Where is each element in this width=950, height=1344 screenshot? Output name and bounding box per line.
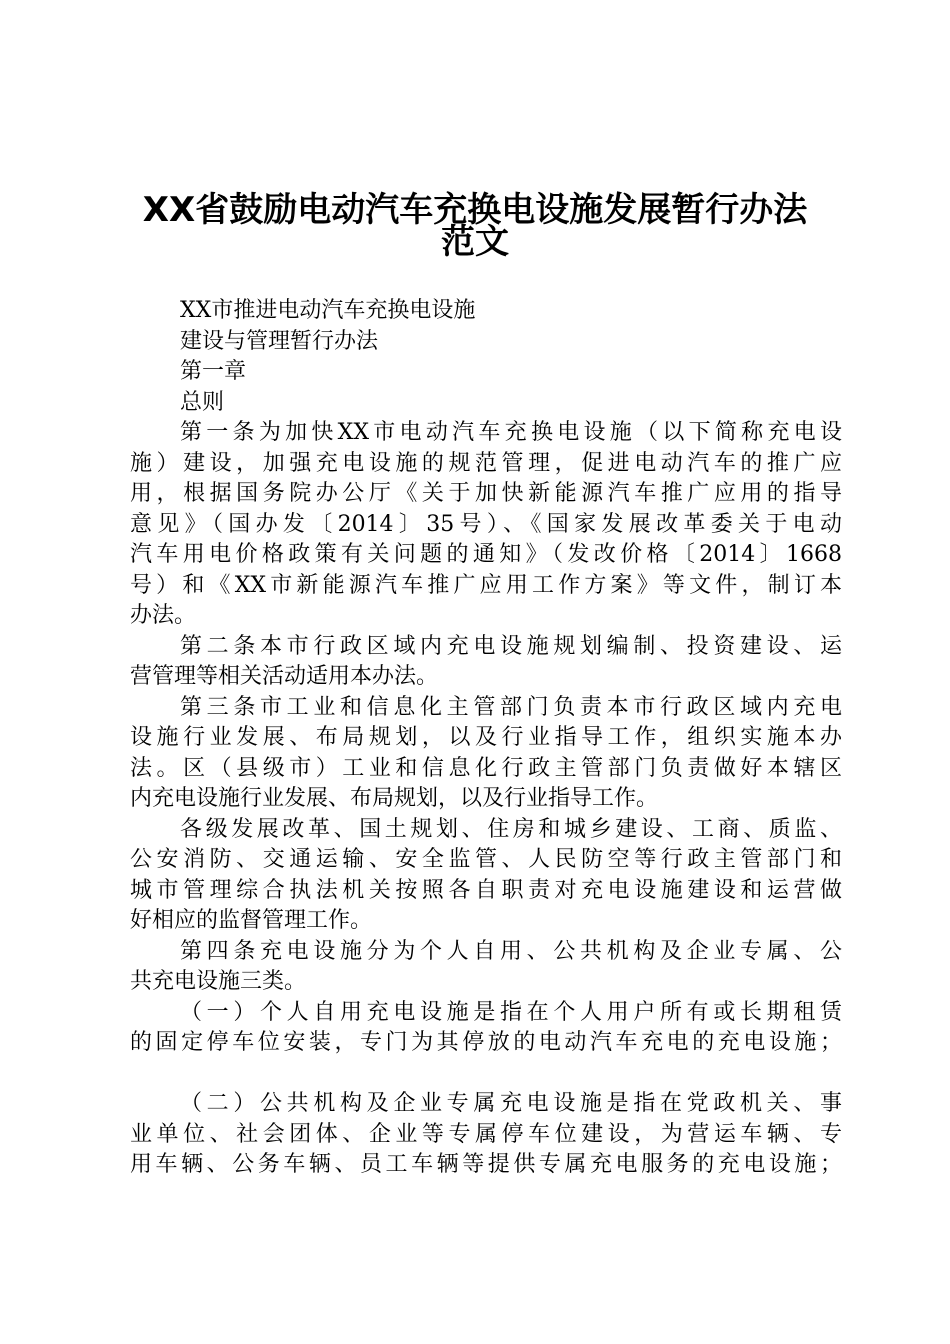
paragraph-line: 好相应的监督管理工作。	[130, 908, 373, 933]
paragraph-line: 意见》（国办发〔2014〕35号）、《国家发展改革委关于电动	[130, 511, 842, 537]
paragraph-line: 第四条充电设施分为个人自用、公共机构及企业专属、公	[180, 938, 842, 964]
document-body	[130, 296, 842, 1181]
paragraph-line: 的固定停车位安装，专门为其停放的电动汽车充电的充电设施；	[130, 1030, 842, 1055]
paragraph-line: 用，根据国务院办公厅《关于加快新能源汽车推广应用的指导	[130, 481, 842, 506]
paragraph-line: 共充电设施三类。	[130, 969, 307, 994]
paragraph-line: 用车辆、公务车辆、员工车辆等提供专属充电服务的充电设施；	[130, 1152, 842, 1177]
paragraph-line: 设施行业发展、布局规划，以及行业指导工作，组织实施本办	[130, 725, 842, 750]
paragraph-line: 第一章	[180, 359, 247, 384]
paragraph-line: 业单位、社会团体、企业等专属停车位建设，为营运车辆、专	[130, 1121, 842, 1147]
paragraph-line: 公安消防、交通运输、安全监管、人民防空等行政主管部门和	[130, 847, 842, 872]
paragraph-line: 总则	[180, 389, 225, 415]
paragraph-line: XX市推进电动汽车充换电设施	[180, 298, 476, 323]
paragraph-line: 法。区（县级市）工业和信息化行政主管部门负责做好本辖区	[130, 755, 842, 781]
blank-line	[130, 1059, 842, 1090]
paragraph-line: 施）建设，加强充电设施的规范管理，促进电动汽车的推广应	[130, 450, 842, 476]
paragraph-line: 营管理等相关活动适用本办法。	[130, 664, 439, 689]
document-title-line2: 范文	[441, 222, 509, 262]
paragraph-line: 第三条市工业和信息化主管部门负责本市行政区域内充电	[180, 694, 842, 720]
paragraph-line: 各级发展改革、国土规划、住房和城乡建设、工商、质监、	[180, 816, 842, 842]
paragraph-line: 汽车用电价格政策有关问题的通知》（发改价格〔2014〕1668	[130, 542, 842, 567]
paragraph-line: 号）和《XX市新能源汽车推广应用工作方案》等文件，制订本	[130, 572, 842, 598]
paragraph-line: 建设与管理暂行办法	[180, 328, 379, 354]
paragraph-line: 办法。	[130, 603, 197, 628]
paragraph-line: 内充电设施行业发展、布局规划，以及行业指导工作。	[130, 786, 659, 811]
paragraph-line: 城市管理综合执法机关按照各自职责对充电设施建设和运营做	[130, 877, 842, 903]
paragraph-line: 第二条本市行政区域内充电设施规划编制、投资建设、运	[180, 633, 842, 659]
paragraph-line: 第一条为加快XX市电动汽车充换电设施（以下简称充电设	[180, 420, 842, 445]
paragraph-line: （二）公共机构及企业专属充电设施是指在党政机关、事	[180, 1091, 842, 1116]
paragraph-line: （一）个人自用充电设施是指在个人用户所有或长期租赁	[180, 999, 842, 1025]
document-title-line1: XX省鼓励电动汽车充换电设施发展暂行办法	[142, 190, 808, 230]
